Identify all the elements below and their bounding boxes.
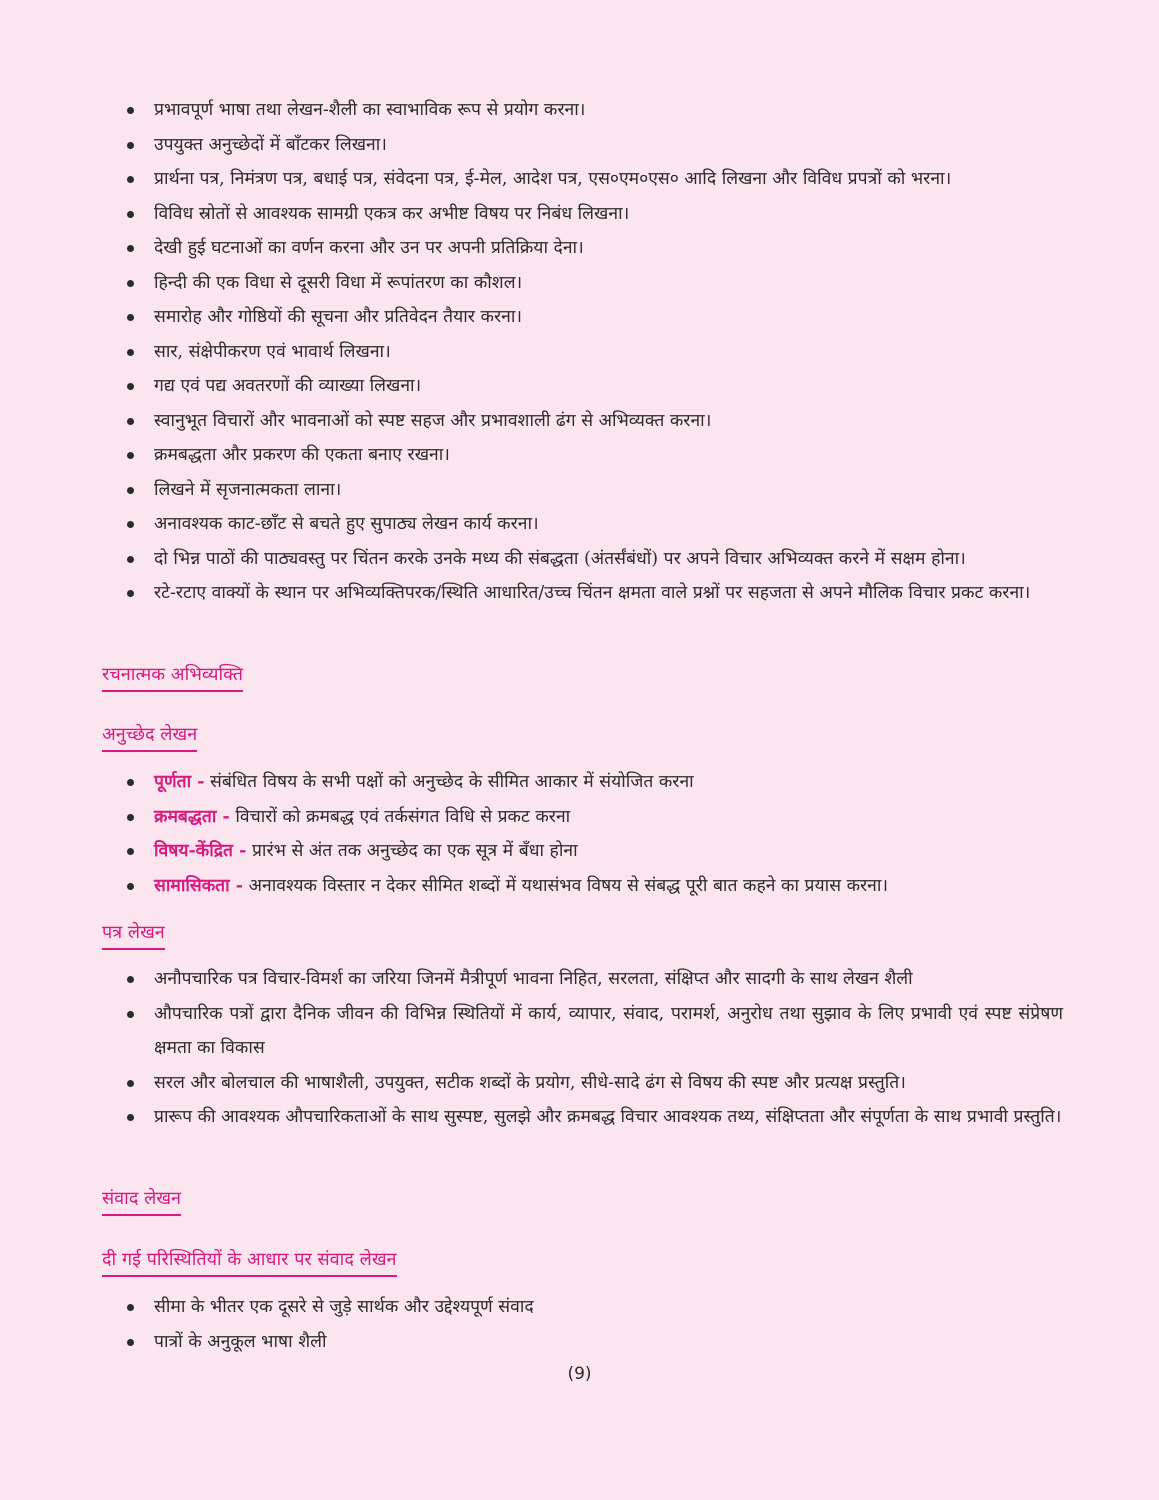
bullet-icon (127, 976, 134, 983)
bullet-icon (127, 280, 134, 287)
heading-underline (102, 1275, 397, 1277)
objectives-list (0, 93, 1159, 611)
list-item: रटे-रटाए वाक्यों के स्थान पर अभिव्यक्तिपरक/स्थिति आधारित/उच्च चिंतन क्षमता वाले प्रश्नों पर सहजता से अपने मौलिक विचार प्रकट करना। (0, 576, 1159, 611)
bullet-icon (127, 1339, 134, 1346)
bullet-icon (127, 883, 134, 890)
bullet-icon (127, 1114, 134, 1121)
list-item: सामासिकता - अनावश्यक विस्तार न देकर सीमित शब्दों में यथासंभव विषय से संबद्ध पूरी बात कहने का प्रयास करना। (0, 869, 1159, 904)
list-item: विषय-केंद्रित - प्रारंभ से अंत तक अनुच्छेद का एक सूत्र में बँधा होना (0, 834, 1159, 869)
heading-dialogue-situation: दी गई परिस्थितियों के आधार पर संवाद लेखन (102, 1247, 397, 1277)
bullet-icon (127, 176, 134, 183)
list-item: गद्य एवं पद्य अवतरणों की व्याख्या लिखना। (0, 369, 1159, 404)
bullet-icon (127, 211, 134, 218)
bullet-icon (127, 590, 134, 597)
list-item: पूर्णता - संबंधित विषय के सभी पक्षों को अनुच्छेद के सीमित आकार में संयोजित करना (0, 765, 1159, 800)
list-item: लिखने में सृजनात्मकता लाना। (0, 473, 1159, 508)
heading-letter-writing: पत्र लेखन (102, 920, 165, 950)
heading-dialogue-writing: संवाद लेखन (102, 1186, 181, 1216)
bullet-icon (127, 452, 134, 459)
list-item: पात्रों के अनुकूल भाषा शैली (0, 1325, 1159, 1360)
list-item: प्रारूप की आवश्यक औपचारिकताओं के साथ सुस्पष्ट, सुलझे और क्रमबद्ध विचार आवश्यक तथ्य, संक्षिप्तता और संपूर्णता के साथ प्रभावी प्रस्तुति। (0, 1100, 1159, 1135)
heading-underline (102, 690, 243, 692)
list-item: सरल और बोलचाल की भाषाशैली, उपयुक्त, सटीक शब्दों के प्रयोग, सीधे-सादे ढंग से विषय की स्पष्ट और प्रत्यक्ष प्रस्तुति। (0, 1066, 1159, 1101)
list-item: प्रभावपूर्ण भाषा तथा लेखन-शैली का स्वाभाविक रूप से प्रयोग करना। (0, 93, 1159, 128)
list-item: स्वानुभूत विचारों और भावनाओं को स्पष्ट सहज और प्रभावशाली ढंग से अभिव्यक्त करना। (0, 404, 1159, 439)
list-item: क्रमबद्धता और प्रकरण की एकता बनाए रखना। (0, 438, 1159, 473)
bullet-icon (127, 107, 134, 114)
list-item: प्रार्थना पत्र, निमंत्रण पत्र, बधाई पत्र, संवेदना पत्र, ई-मेल, आदेश पत्र, एस०एम०एस० आदि लिखना और विविध प्रपत्रों को भरना। (0, 162, 1159, 197)
term-label: पूर्णता - (154, 772, 205, 792)
list-item: हिन्दी की एक विधा से दूसरी विधा में रूपांतरण का कौशल। (0, 266, 1159, 301)
bullet-icon (127, 779, 134, 786)
list-item: सार, संक्षेपीकरण एवं भावार्थ लिखना। (0, 335, 1159, 370)
bullet-icon (127, 349, 134, 356)
list-item: औपचारिक पत्रों द्वारा दैनिक जीवन की विभिन्न स्थितियों में कार्य, व्यापार, संवाद, परामर्श, अनुरोध तथा सुझाव के लिए प्रभावी एवं स्पष्ट संप्रेषण क्षमता का विकास (0, 997, 1159, 1066)
list-item: अनावश्यक काट-छाँट से बचते हुए सुपाठ्य लेखन कार्य करना। (0, 507, 1159, 542)
bullet-icon (127, 1080, 134, 1087)
bullet-icon (127, 1304, 134, 1311)
heading-creative-expression: रचनात्मक अभिव्यक्ति (102, 662, 243, 692)
list-item: देखी हुई घटनाओं का वर्णन करना और उन पर अपनी प्रतिक्रिया देना। (0, 231, 1159, 266)
list-item: सीमा के भीतर एक दूसरे से जुड़े सार्थक और उद्देश्यपूर्ण संवाद (0, 1290, 1159, 1325)
bullet-icon (127, 814, 134, 821)
bullet-icon (127, 418, 134, 425)
list-item: दो भिन्न पाठों की पाठ्यवस्तु पर चिंतन करके उनके मध्य की संबद्धता (अंतर्संबंधों) पर अपने विचार अभिव्यक्त करने में सक्षम होना। (0, 542, 1159, 577)
bullet-icon (127, 142, 134, 149)
heading-underline (102, 948, 165, 950)
list-item: अनौपचारिक पत्र विचार-विमर्श का जरिया जिनमें मैत्रीपूर्ण भावना निहित, सरलता, संक्षिप्त और सादगी के साथ लेखन शैली (0, 962, 1159, 997)
list-item: समारोह और गोष्ठियों की सूचना और प्रतिवेदन तैयार करना। (0, 300, 1159, 335)
term-label: सामासिकता - (154, 875, 244, 896)
dialogue-writing-list (0, 1290, 1159, 1359)
heading-underline (102, 1214, 181, 1216)
list-item: क्रमबद्धता - विचारों को क्रमबद्ध एवं तर्कसंगत विधि से प्रकट करना (0, 800, 1159, 835)
heading-underline (102, 750, 197, 752)
page-number: (9) (567, 1364, 592, 1384)
bullet-icon (127, 1011, 134, 1018)
bullet-icon (127, 245, 134, 252)
bullet-icon (127, 521, 134, 528)
paragraph-writing-list (0, 765, 1159, 903)
letter-writing-list (0, 962, 1159, 1135)
list-item: उपयुक्त अनुच्छेदों में बाँटकर लिखना। (0, 128, 1159, 163)
bullet-icon (127, 848, 134, 855)
term-label: क्रमबद्धता - (154, 806, 230, 827)
bullet-icon (127, 556, 134, 563)
bullet-icon (127, 487, 134, 494)
bullet-icon (127, 314, 134, 321)
bullet-icon (127, 383, 134, 390)
list-item: विविध स्रोतों से आवश्यक सामग्री एकत्र कर अभीष्ट विषय पर निबंध लिखना। (0, 197, 1159, 232)
heading-paragraph-writing: अनुच्छेद लेखन (102, 722, 197, 752)
term-label: विषय-केंद्रित - (154, 841, 247, 861)
